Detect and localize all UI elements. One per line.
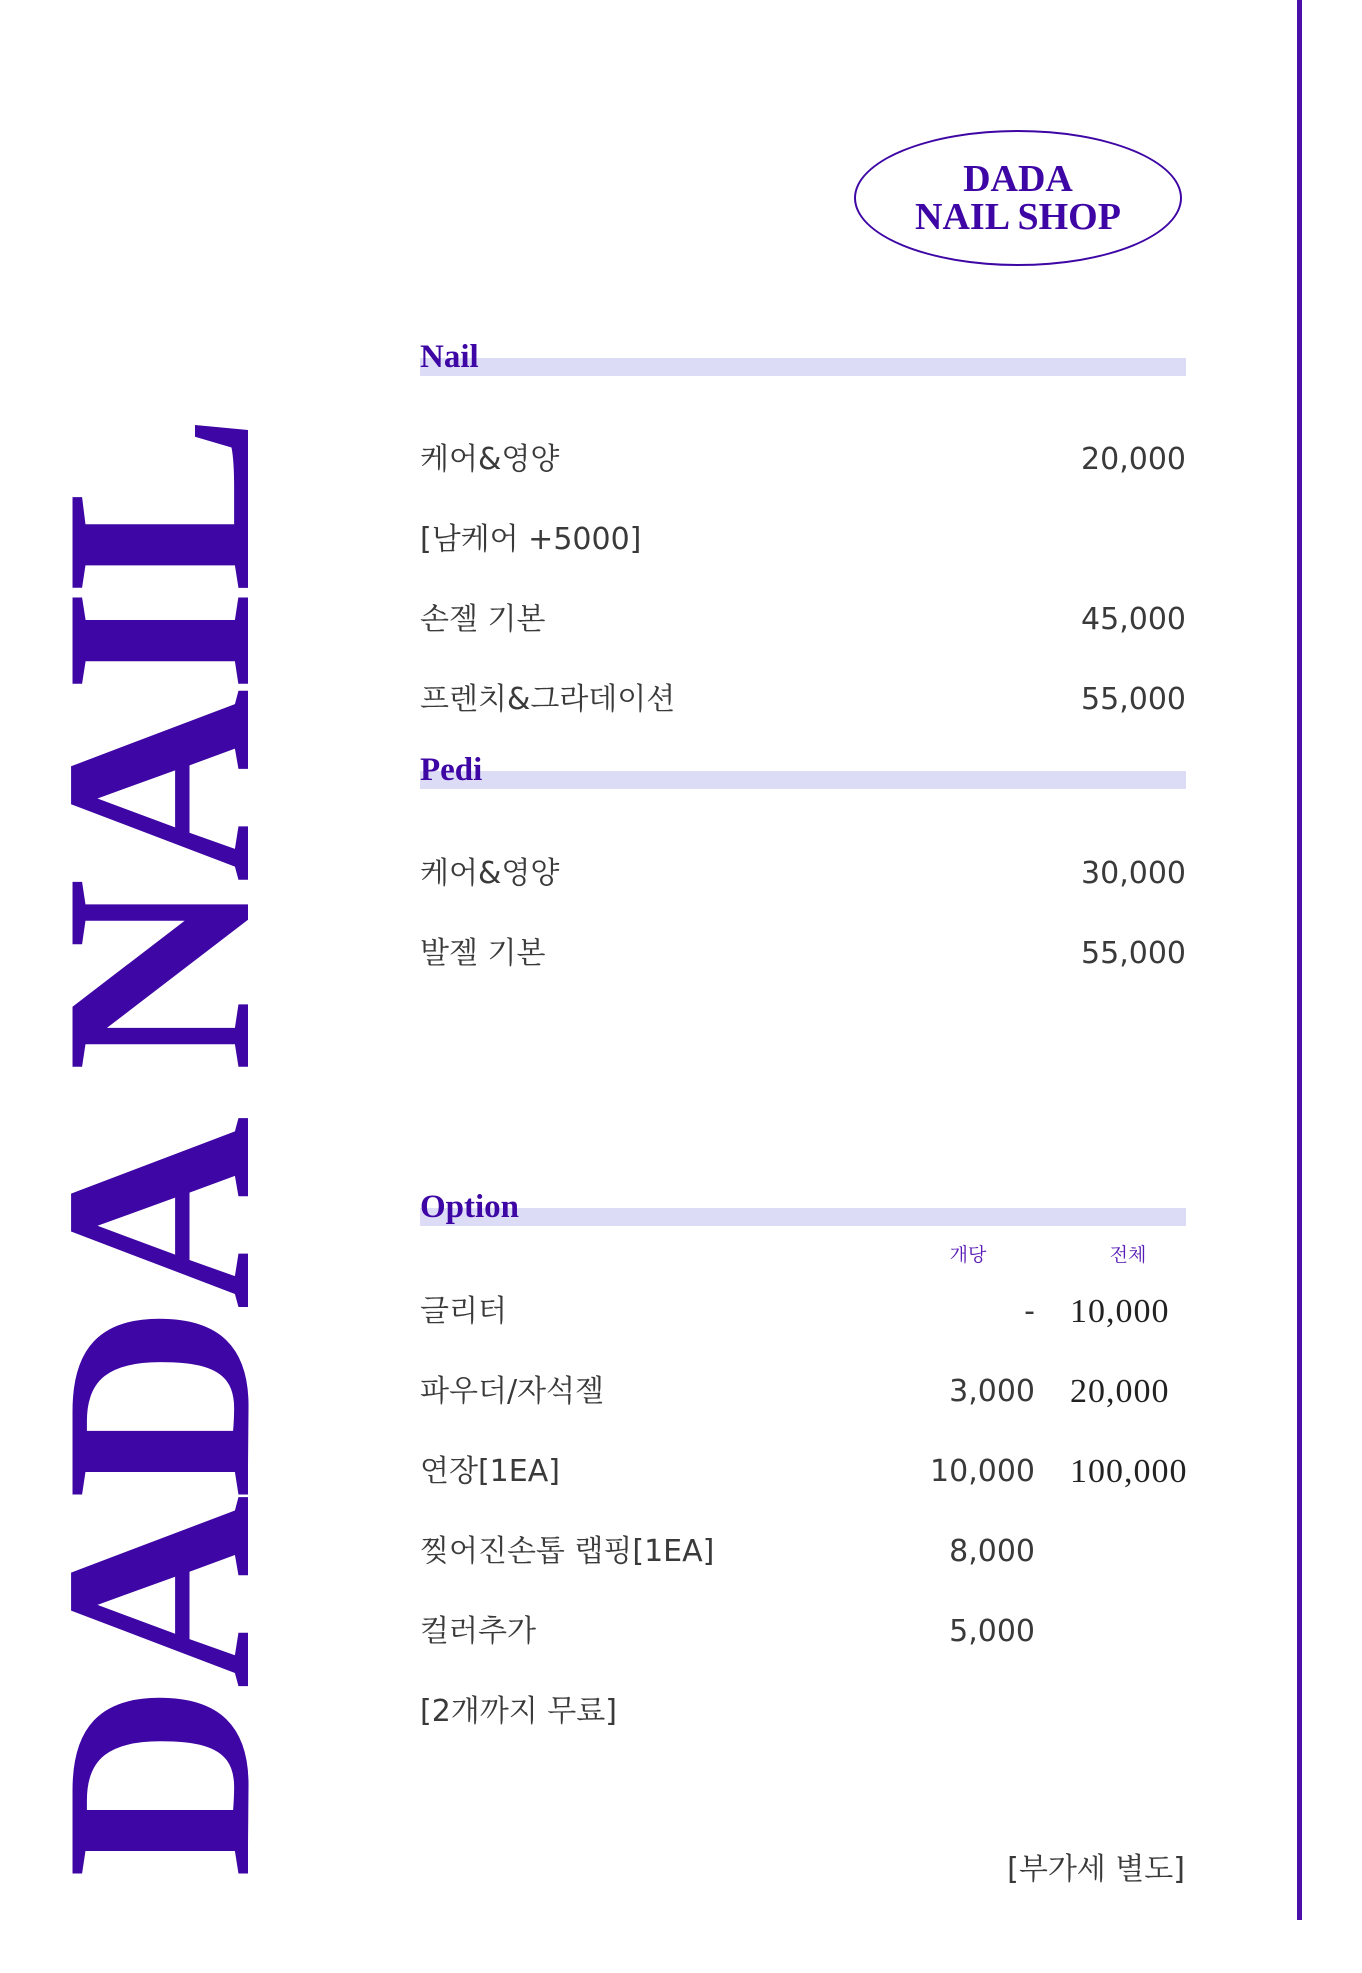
option-row [420, 1450, 1220, 1494]
section-band [420, 358, 1186, 376]
menu-item [420, 438, 1186, 482]
option-unit-price: 3,000 [949, 1374, 1035, 1409]
menu-item-price: 20,000 [1081, 442, 1186, 477]
menu-item-name: 손젤 기본 [420, 602, 546, 637]
menu-item-price: 55,000 [1081, 936, 1186, 971]
option-unit-price: 8,000 [949, 1534, 1035, 1569]
option-name: 컬러추가 [420, 1614, 536, 1649]
menu-item-price: 30,000 [1081, 856, 1186, 891]
option-row [420, 1290, 1220, 1334]
side-title: DADA NAIL [9, 417, 306, 1879]
option-total-price: 100,000 [1070, 1453, 1188, 1490]
option-unit-price: 10,000 [930, 1454, 1035, 1489]
section-band [420, 1208, 1186, 1226]
section-header-pedi [420, 749, 1186, 789]
option-total-price: 20,000 [1070, 1373, 1170, 1410]
menu-item [420, 678, 1186, 722]
option-name: 파우더/자석젤 [420, 1374, 604, 1409]
option-row [420, 1610, 1220, 1654]
shop-logo [854, 130, 1182, 266]
section-header-nail [420, 336, 1186, 376]
section-band [420, 771, 1186, 789]
right-border-line [1297, 0, 1302, 1920]
option-name: [2개까지 무료] [420, 1694, 617, 1729]
logo-line-2: NAIL SHOP [915, 196, 1121, 238]
option-name: 글리터 [420, 1294, 507, 1329]
logo-line-1: DADA [963, 158, 1073, 200]
menu-item [420, 852, 1186, 896]
section-title-nail: Nail [420, 339, 479, 375]
menu-item-name: 프렌치&그라데이션 [420, 682, 676, 717]
option-total-price: 10,000 [1070, 1293, 1170, 1330]
menu-item [420, 598, 1186, 642]
option-row [420, 1370, 1220, 1414]
option-name: 연장[1EA] [420, 1454, 560, 1489]
menu-item-name: 발젤 기본 [420, 936, 546, 971]
section-title-pedi: Pedi [420, 752, 483, 788]
option-unit-price: - [1024, 1294, 1035, 1329]
menu-item-name: 케어&영양 [420, 856, 560, 891]
menu-item [420, 932, 1186, 976]
option-name: 찢어진손톱 랩핑[1EA] [420, 1534, 715, 1569]
section-title-option: Option [420, 1189, 520, 1225]
option-row [420, 1530, 1220, 1574]
menu-item-note [420, 518, 1186, 562]
menu-item-price: 45,000 [1081, 602, 1186, 637]
menu-item-name: [남케어 +5000] [420, 522, 642, 557]
menu-item-price: 55,000 [1081, 682, 1186, 717]
option-note [420, 1690, 1220, 1734]
section-header-option [420, 1186, 1186, 1226]
vat-note: [부가세 별도] [1007, 1852, 1185, 1887]
option-unit-price: 5,000 [949, 1614, 1035, 1649]
menu-item-name: 케어&영양 [420, 442, 560, 477]
column-header-unit: 개당 [949, 1244, 987, 1266]
column-header-total: 전체 [1109, 1244, 1147, 1266]
